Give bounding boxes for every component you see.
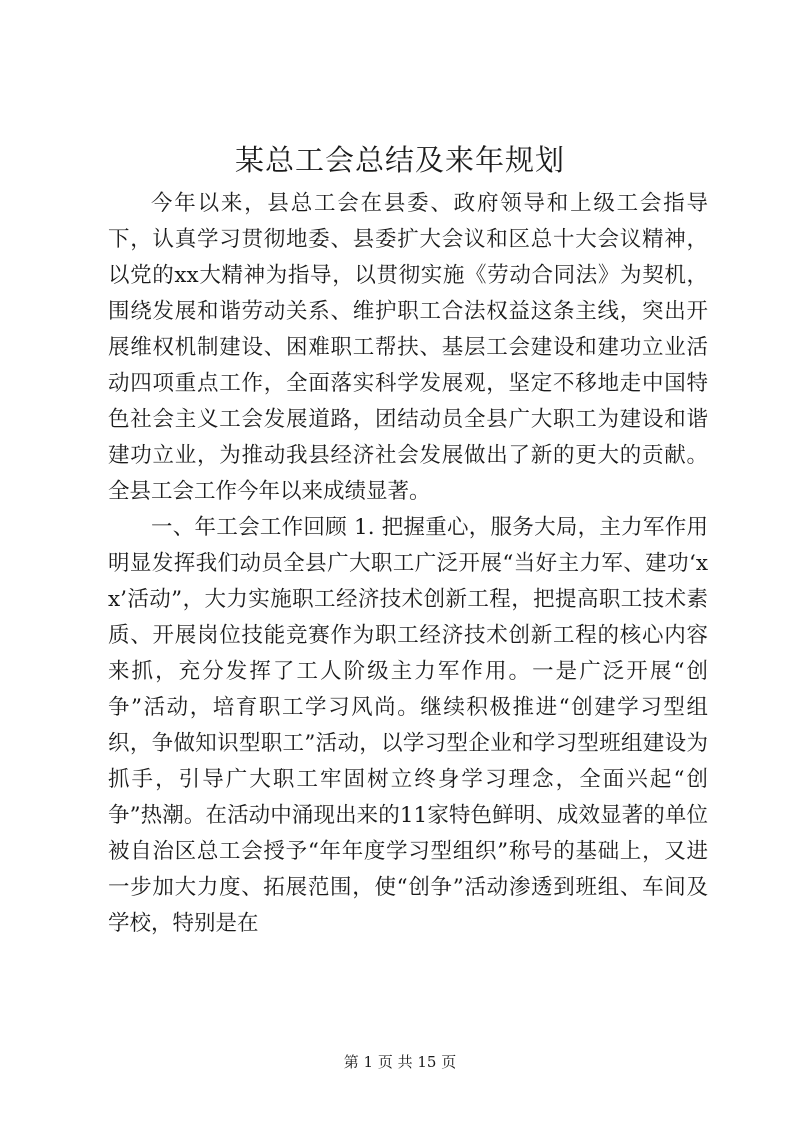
paragraph-intro: 今年以来，县总工会在县委、政府领导和上级工会指导下，认真学习贯彻地委、县委扩大会议和区总十大会议精神，以党的xx大精神为指导，以贯彻实施《劳动合同法》为契机，围绕发展和谐劳动关系、维护职工合法权益这条主线，突出开展维权机制建设、困难职工帮扶、基层工会建设和建功立业活动四项重点工作，全面落实科学发展观，坚定不移地走中国特色社会主义工会发展道路，团结动员全县广大职工为建设和谐建功立业，为推动我县经济社会发展做出了新的更大的贡献。全县工会工作今年以来成绩显著。 <box>108 191 708 504</box>
paragraph-review: 一、年工会工作回顾 1. 把握重心，服务大局，主力军作用明显发挥我们动员全县广大职工广泛开展“当好主力军、建功‘xx’活动”，大力实施职工经济技术创新工程，把提高职工技术素质、开展岗位技能竞赛作为职工经济技术创新工程的核心内容来抓，充分发挥了工人阶级主力军作用。一是广泛开展“创争”活动，培育职工学习风尚。继续积极推进“创建学习型组织，争做知识型职工”活动，以学习型企业和学习型班组建设为抓手，引导广大职工牢固树立终身学习理念，全面兴起“创争”热潮。在活动中涌现出来的11家特色鲜明、成效显著的单位被自治区总工会授予“年年度学习型组织”称号的基础上，又进一步加大力度、拓展范围，使“创争”活动渗透到班组、车间及学校，特别是在 <box>108 515 708 936</box>
document-body <box>108 186 708 942</box>
page-number-footer: 第 1 页 共 15 页 <box>343 1053 457 1071</box>
document-title: 某总工会总结及来年规划 <box>234 143 565 177</box>
